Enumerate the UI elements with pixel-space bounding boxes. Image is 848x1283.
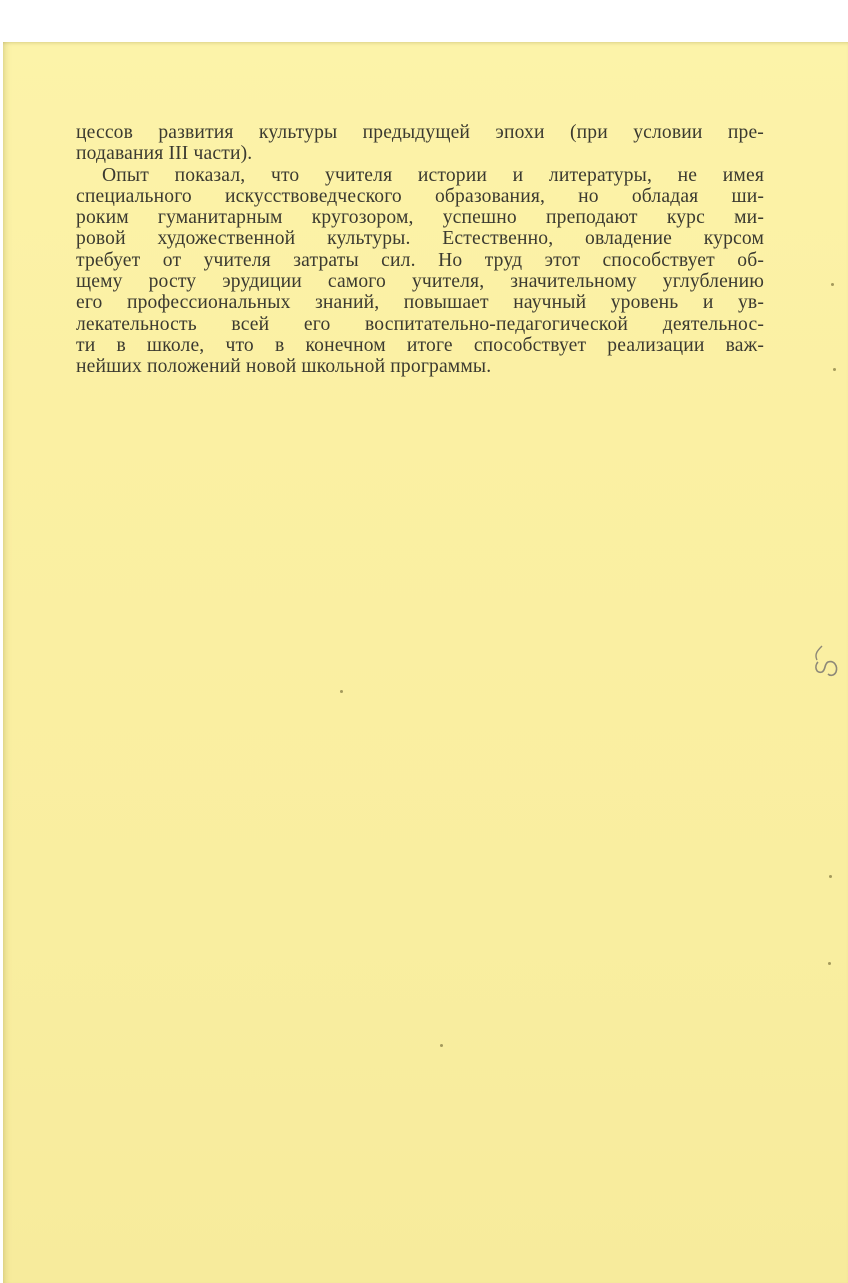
paper-speck xyxy=(440,1044,443,1047)
text-line: специального искусствоведческого образования, но обладая ши- xyxy=(76,185,764,207)
text-line: его профессиональных знаний, повышает научный уровень и ув- xyxy=(76,292,764,314)
paragraph-2 xyxy=(76,165,764,378)
text-line: цессов развития культуры предыдущей эпохи (при условии пре- xyxy=(76,122,764,143)
text-line: подавания III части). xyxy=(76,143,253,165)
text-line: роким гуманитарным кругозором, успешно преподают курс ми- xyxy=(76,207,764,229)
paper-speck xyxy=(829,875,832,878)
paper-speck xyxy=(828,962,831,965)
text-line: нейших положений новой школьной программы. xyxy=(76,356,492,378)
text-line: требует от учителя затраты сил. Но труд этот способствует об- xyxy=(76,249,764,271)
text-line: щему росту эрудиции самого учителя, значительному углублению xyxy=(76,271,764,293)
paragraph-1 xyxy=(76,122,764,165)
text-line: лекательность всей его воспитательно-педагогической деятельнос- xyxy=(76,313,764,335)
paper-speck xyxy=(831,283,834,286)
text-line: ти в школе, что в конечном итоге способствует реализации важ- xyxy=(76,334,764,356)
paper-speck xyxy=(340,690,343,693)
text-line: ровой художественной культуры. Естественно, овладение курсом xyxy=(76,228,764,250)
text-line: Опыт показал, что учителя истории и литературы, не имея xyxy=(102,164,764,186)
body-text xyxy=(76,122,764,378)
paper-speck xyxy=(833,368,836,371)
pencil-mark-icon xyxy=(808,640,844,684)
